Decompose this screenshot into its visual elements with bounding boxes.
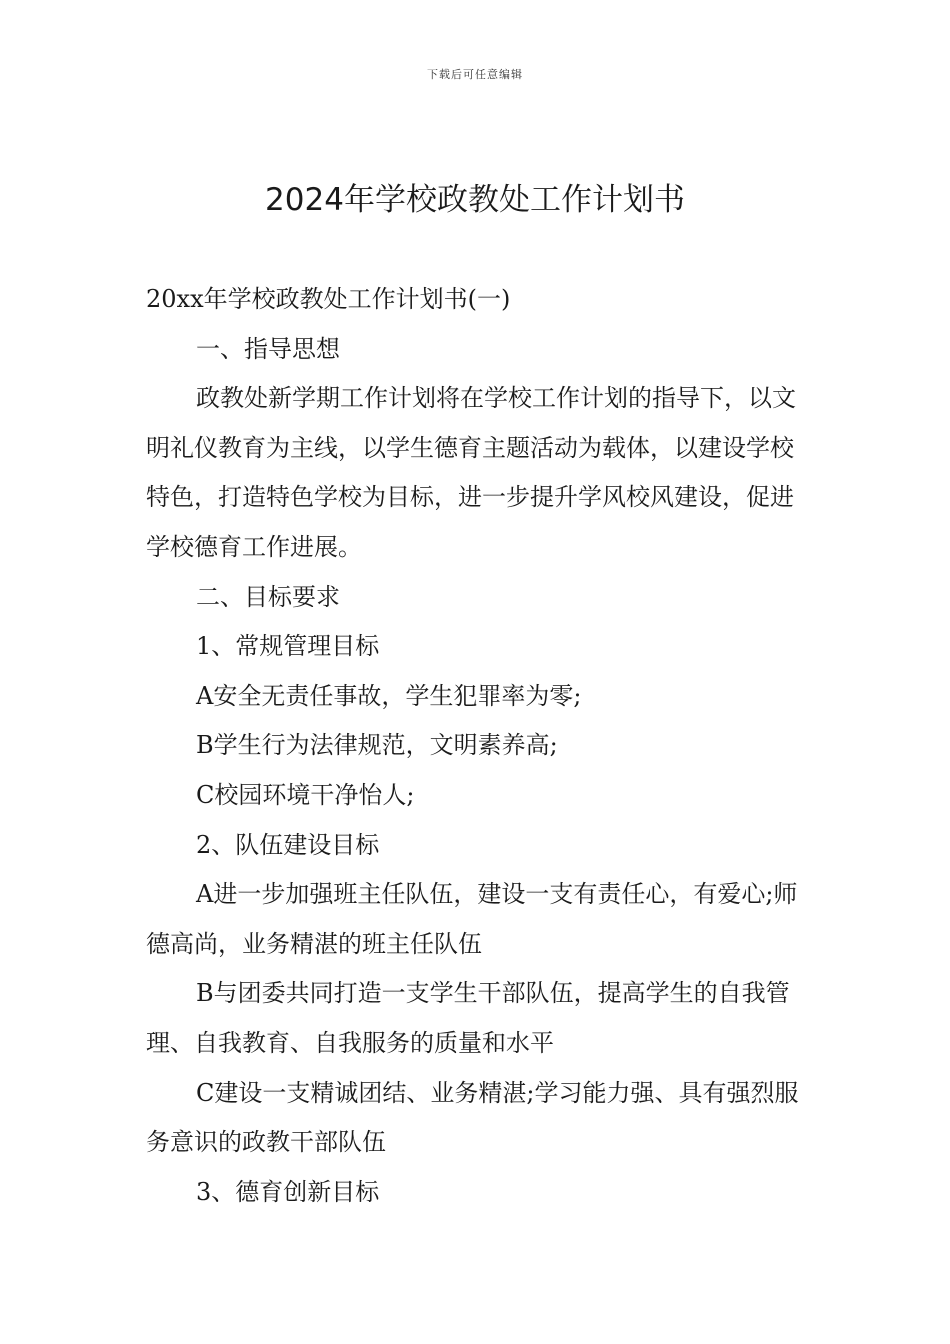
list-item-team-a: A进一步加强班主任队伍，建设一支有责任心，有爱心;师德高尚，业务精湛的班主任队伍 [146,880,798,958]
subheading-moral-innovation: 3、德育创新目标 [196,1177,380,1206]
subheading-routine-management: 1、常规管理目标 [196,632,380,661]
list-item-team-b: B与团委共同打造一支学生干部队伍，提高学生的自我管理、自我教育、自我服务的质量和水平 [146,979,790,1057]
paragraph-guiding-ideology: 政教处新学期工作计划将在学校工作计划的指导下，以文明礼仪教育为主线，以学生德育主题活动为载体，以建设学校特色，打造特色学校为目标，进一步提升学风校风建设，促进学校德育工作进展。 [146,384,796,561]
section-heading-guiding-ideology: 一、指导思想 [196,334,340,363]
list-item-routine-b: B学生行为法律规范，文明素养高; [196,731,558,760]
list-item-team-c: C建设一支精诚团结、业务精湛;学习能力强、具有强烈服务意识的政教干部队伍 [146,1078,799,1157]
header-note: 下载后可任意编辑 [427,68,523,81]
subheading-team-building: 2、队伍建设目标 [196,830,380,859]
paragraph-subtitle: 20xx年学校政教处工作计划书(一) [146,285,511,313]
document-title: 2024年学校政教处工作计划书 [265,182,685,218]
section-heading-goals: 二、目标要求 [196,582,340,611]
list-item-routine-a: A安全无责任事故，学生犯罪率为零; [196,681,582,710]
list-item-routine-c: C校园环境干净怡人; [196,780,415,809]
document-body [146,275,814,1217]
